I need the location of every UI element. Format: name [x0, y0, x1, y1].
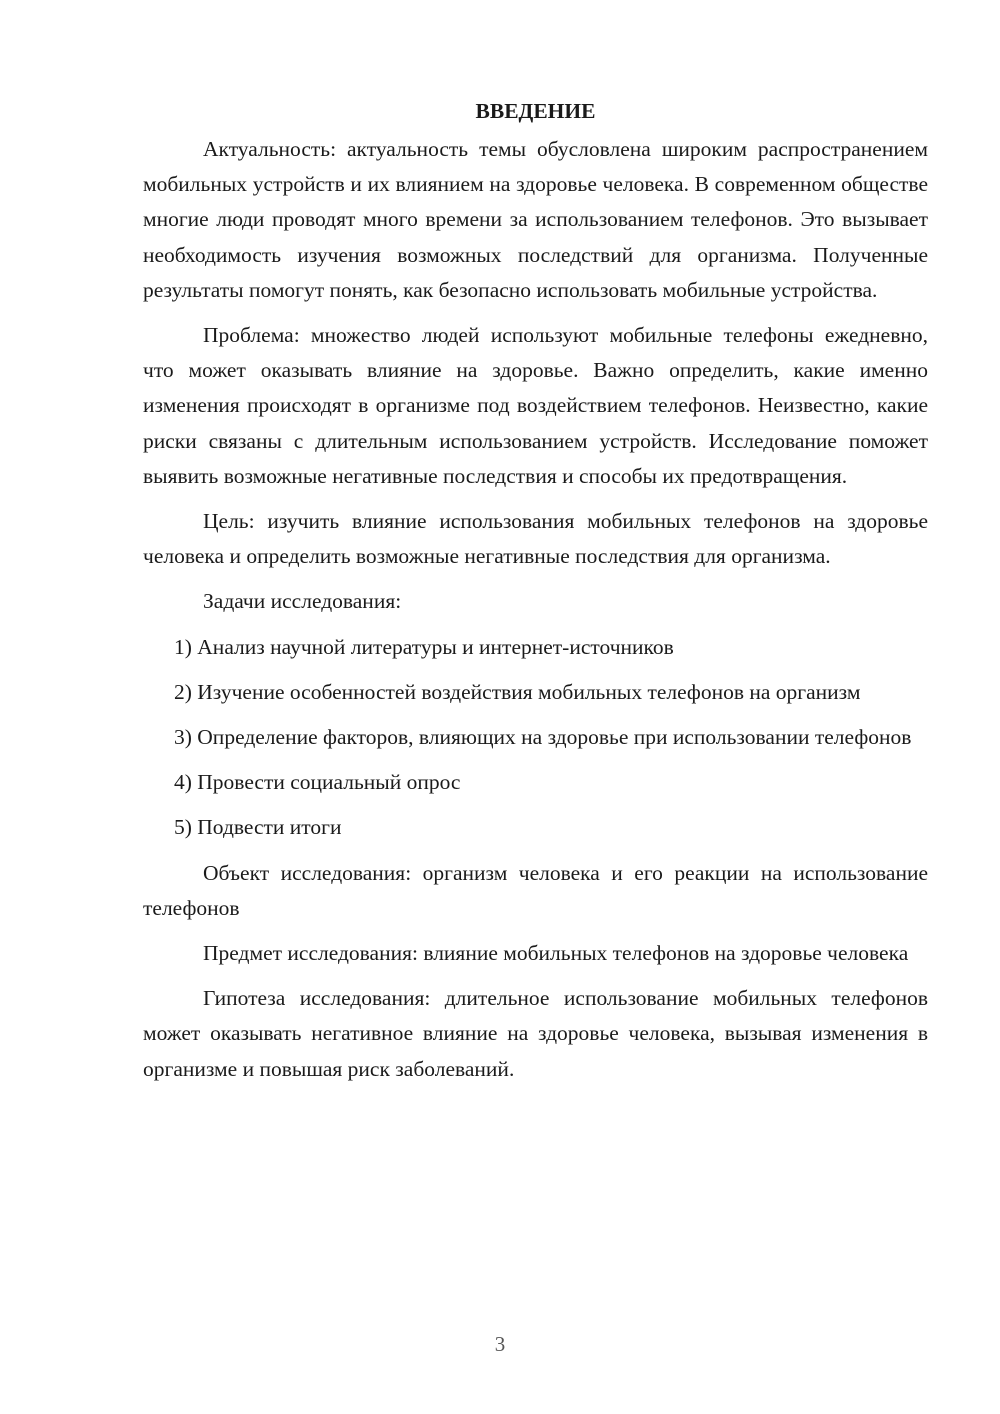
- document-page: [143, 92, 928, 1087]
- paragraph-gap: [143, 574, 928, 584]
- task-item: 2) Изучение особенностей воздействия мобильных телефонов на организм: [174, 679, 861, 704]
- paragraph-gap: [143, 755, 928, 765]
- paragraph-gap: [143, 926, 928, 936]
- page-number: 3: [494, 1332, 506, 1356]
- task-item: 4) Провести социальный опрос: [174, 770, 461, 795]
- goal-paragraph: Цель: изучить влияние использования мобильных телефонов на здоровье человека и определить возможные негативные последствия для организма.: [143, 509, 928, 569]
- task-item: 1) Анализ научной литературы и интернет-источников: [174, 634, 674, 659]
- section-title: ВВЕДЕНИЕ: [475, 99, 596, 123]
- paragraph-gap: [143, 665, 928, 675]
- paragraph-gap: [143, 620, 928, 630]
- relevance-paragraph: Актуальность: актуальность темы обусловлена широким распространением мобильных устройств и их влиянием на здоровье человека. В современном обществе многие люди проводят много времени за использованием телефонов. Это вызывает необходимость изучения возможных последствий для организма. Полученные результаты помогут понять, как безопасно использовать мобильные устройства.: [143, 137, 928, 302]
- paragraph-gap: [143, 846, 928, 856]
- problem-paragraph: Проблема: множество людей используют мобильные телефоны ежедневно, что может оказывать влияние на здоровье. Важно определить, какие именно изменения происходят в организме под воздействием телефонов. Неизвестно, какие риски связаны с длительным использованием устройств. Исследование поможет выявить возможные негативные последствия и способы их предотвращения.: [143, 323, 928, 488]
- paragraph-gap: [143, 494, 928, 504]
- object-paragraph: Объект исследования: организм человека и его реакции на использование телефонов: [143, 860, 928, 920]
- paragraph-gap: [143, 308, 928, 318]
- task-item: 5) Подвести итоги: [174, 815, 342, 840]
- hypothesis-paragraph: Гипотеза исследования: длительное использование мобильных телефонов может оказывать негативное влияние на здоровье человека, вызывая изменения в организме и повышая риск заболеваний.: [143, 986, 928, 1081]
- task-item: 3) Определение факторов, влияющих на здоровье при использовании телефонов: [174, 725, 912, 750]
- paragraph-gap: [143, 971, 928, 981]
- tasks-heading: Задачи исследования:: [203, 589, 402, 614]
- paragraph-gap: [143, 710, 928, 720]
- subject-paragraph: Предмет исследования: влияние мобильных телефонов на здоровье человека: [203, 941, 909, 966]
- paragraph-gap: [143, 800, 928, 810]
